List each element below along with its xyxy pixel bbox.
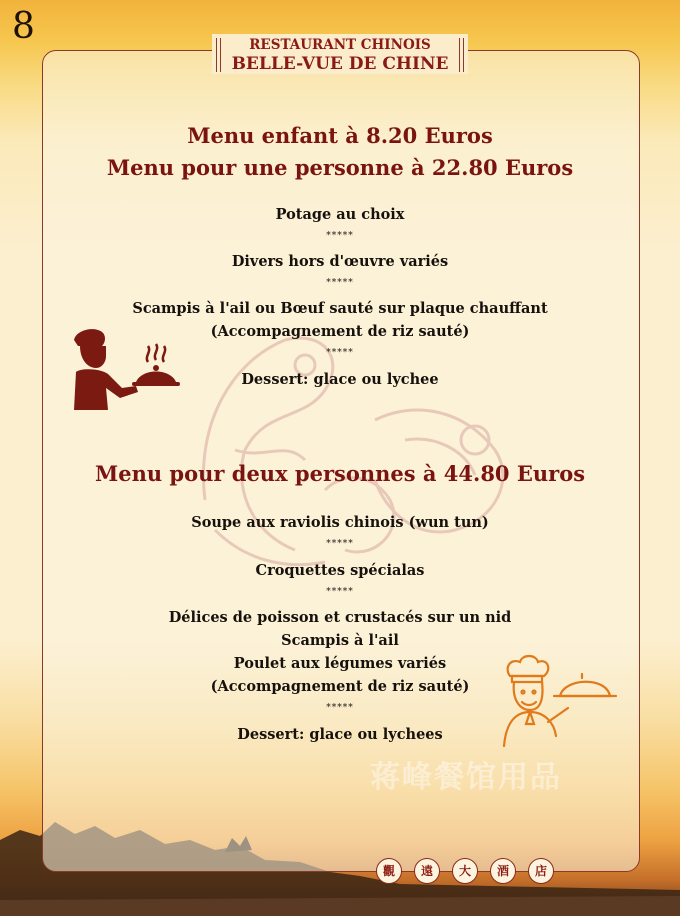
waiter-icon [66, 326, 186, 410]
separator-stars: ***** [326, 539, 354, 549]
seal-character: 店 [528, 858, 554, 884]
separator-stars: ***** [326, 348, 354, 358]
separator-stars: ***** [326, 278, 354, 288]
seal-character: 觀 [376, 858, 402, 884]
separator-stars: ***** [326, 231, 354, 241]
menu-item: Délices de poisson et crustacés sur un nid [168, 609, 512, 626]
seal-character: 大 [452, 858, 478, 884]
menu-item: Scampis à l'ail [281, 632, 399, 649]
header-subtitle: RESTAURANT CHINOIS [249, 37, 431, 53]
menu-item: Poulet aux légumes variés [233, 655, 447, 672]
menu-item: Potage au choix [275, 206, 405, 223]
seal-row [376, 858, 554, 884]
menu-deux-personnes-title: Menu pour deux personnes à 44.80 Euros [94, 461, 586, 486]
menu-item: Scampis à l'ail ou Bœuf sauté sur plaque chauffant [132, 300, 548, 317]
menu-une-personne-title: Menu pour une personne à 22.80 Euros [106, 155, 574, 180]
menu-enfant-title: Menu enfant à 8.20 Euros [187, 123, 493, 148]
separator-stars: ***** [326, 703, 354, 713]
seal-character: 遠 [414, 858, 440, 884]
menu-item-note: (Accompagnement de riz sauté) [210, 678, 470, 695]
seal-character: 酒 [490, 858, 516, 884]
menu-item: Soupe aux raviolis chinois (wun tun) [191, 514, 489, 531]
separator-stars: ***** [326, 587, 354, 597]
watermark-text: 蒋峰餐馆用品 [370, 760, 562, 795]
page-number: 8 [12, 6, 35, 47]
restaurant-name: BELLE-VUE DE CHINE [231, 54, 449, 74]
menu-item: Divers hors d'œuvre variés [231, 253, 449, 270]
menu-item: Dessert: glace ou lychee [241, 371, 439, 388]
menu-item-note: (Accompagnement de riz sauté) [210, 323, 470, 340]
restaurant-header [212, 34, 468, 74]
chef-icon [496, 650, 626, 750]
menu-item: Croquettes spécialas [255, 562, 425, 579]
menu-item: Dessert: glace ou lychees [237, 726, 443, 743]
